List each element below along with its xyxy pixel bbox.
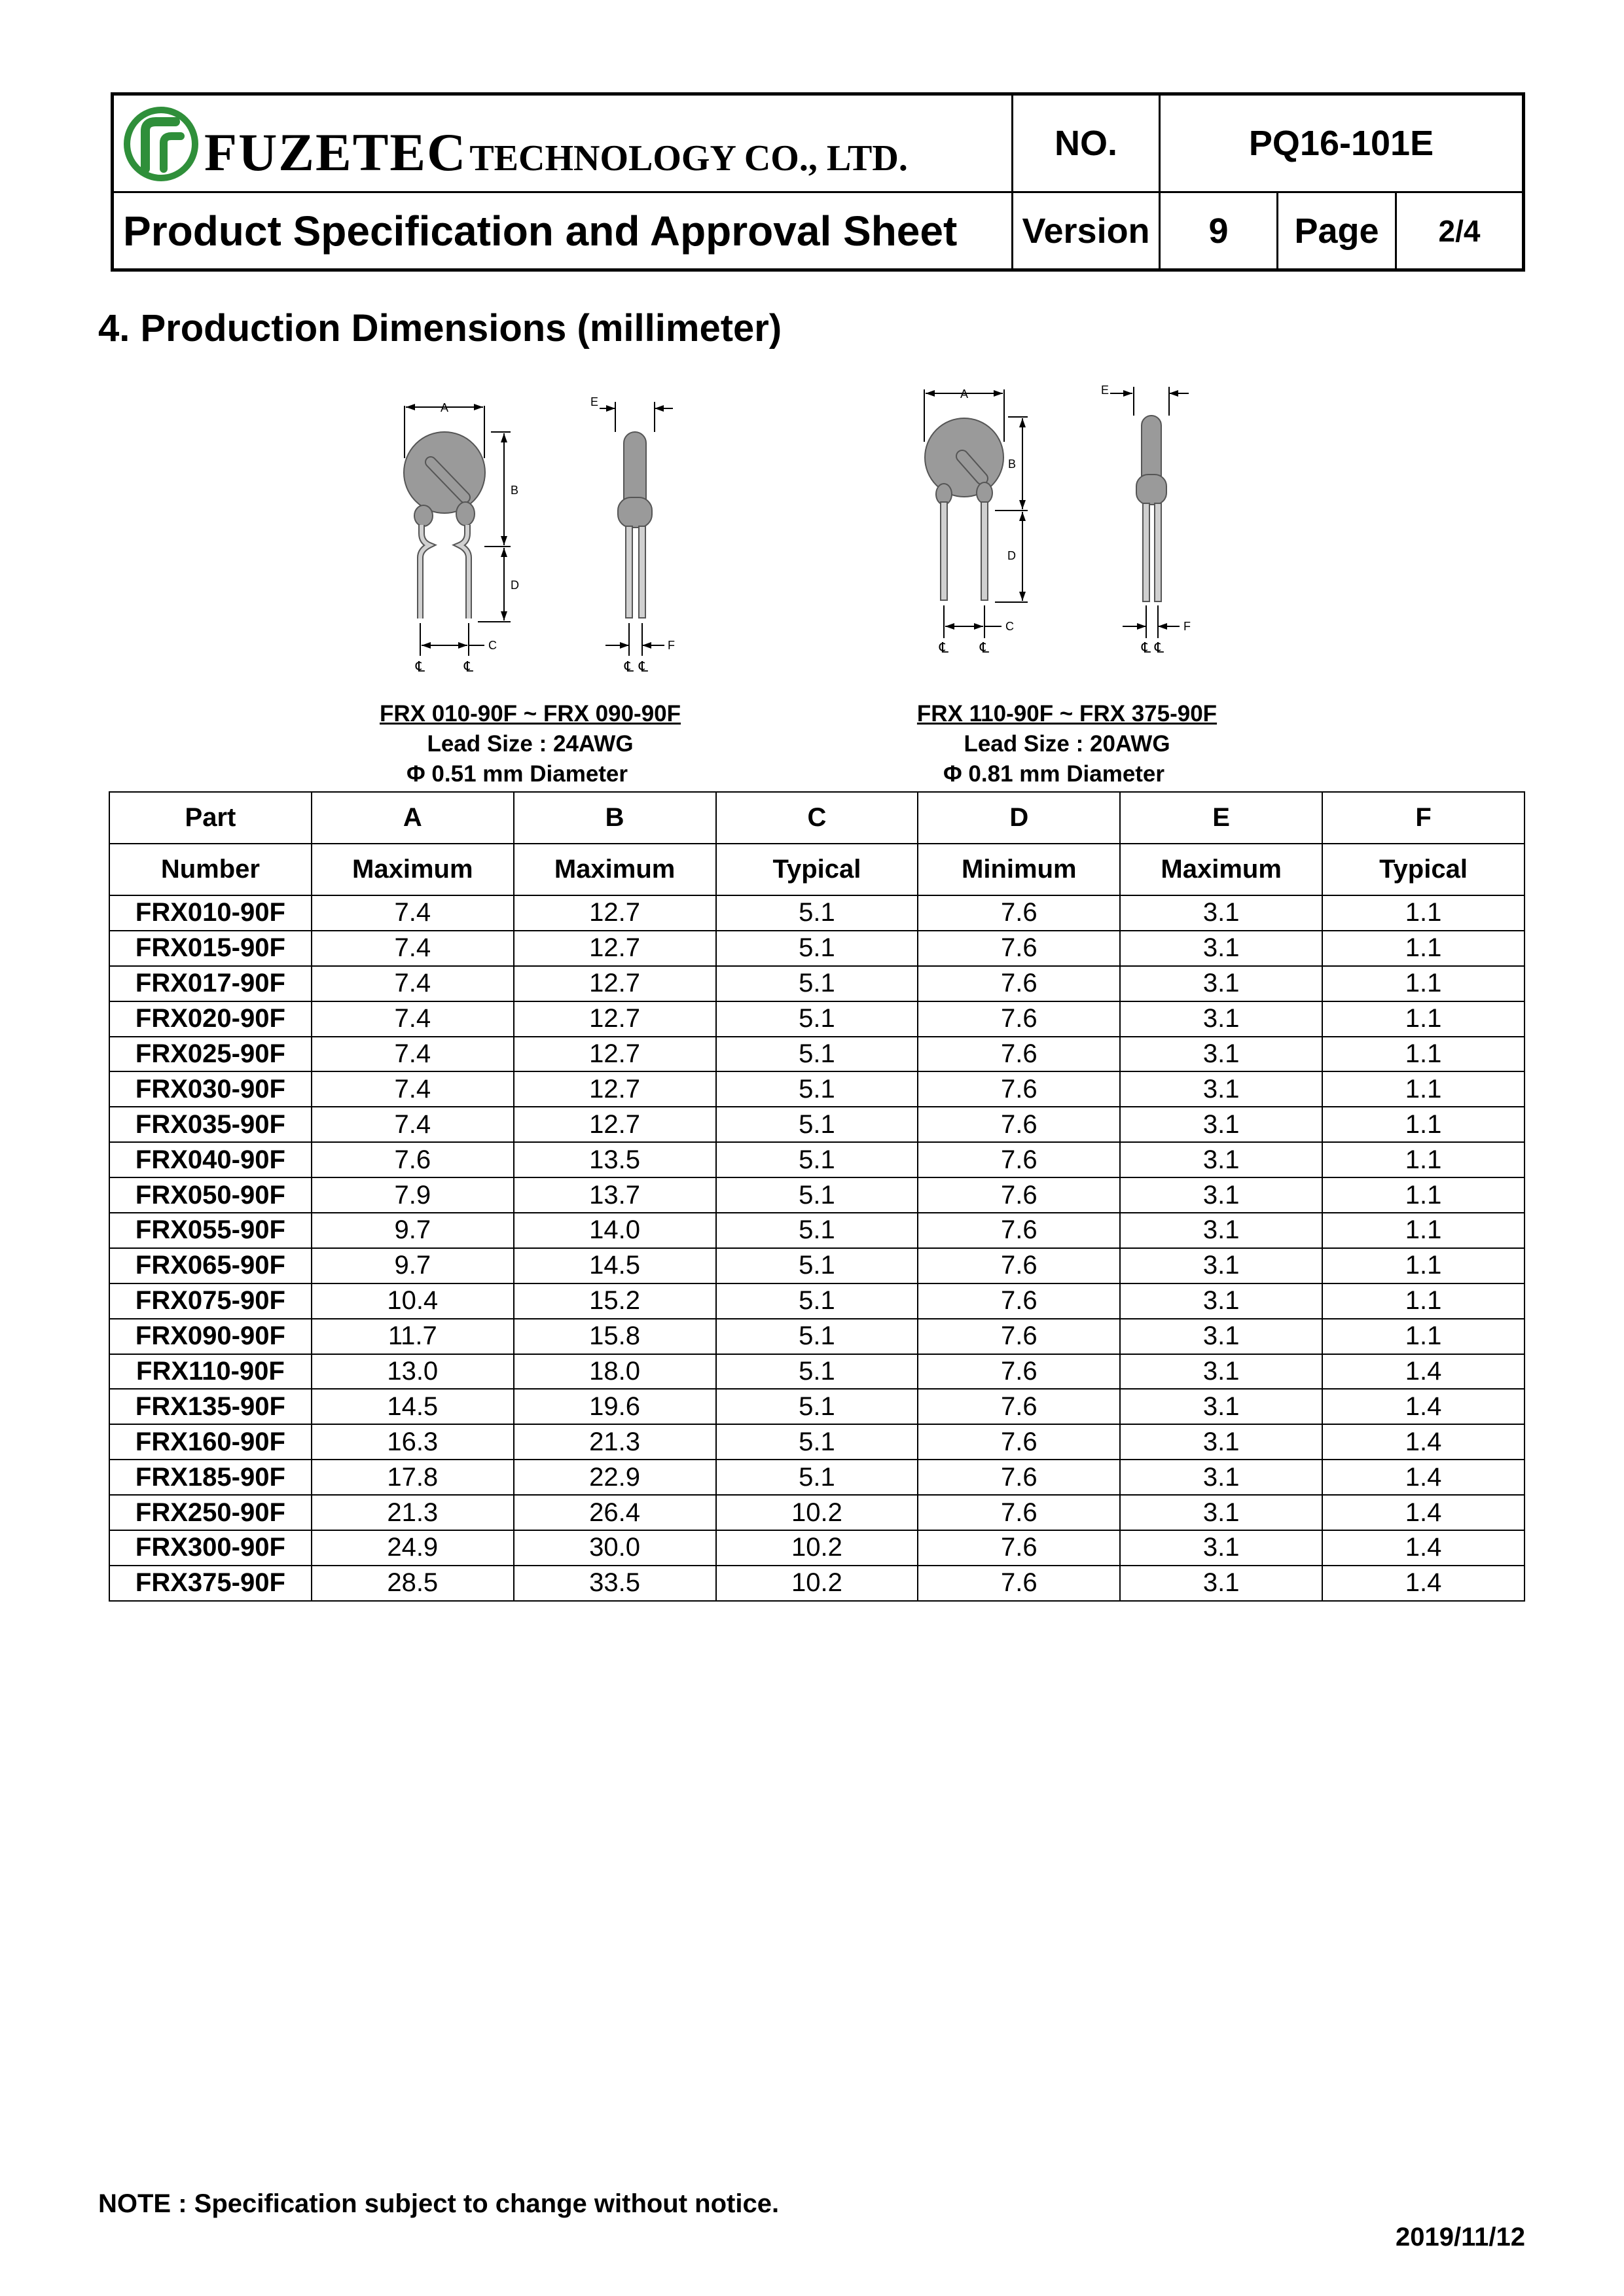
e-value-cell: 3.1: [1120, 1107, 1322, 1142]
e-value-cell: 3.1: [1120, 1424, 1322, 1460]
doc-number: PQ16-101E: [1248, 124, 1434, 163]
header-box: [111, 92, 1525, 272]
header-d: D: [918, 792, 1120, 844]
b-value-cell: 12.7: [514, 1071, 716, 1107]
label-d: D: [511, 579, 519, 592]
table-row: [109, 1495, 1525, 1530]
a-value-cell: 14.5: [312, 1389, 514, 1424]
table-row: [109, 1424, 1525, 1460]
company-logo-block: [120, 105, 908, 183]
c-value-cell: 10.2: [716, 1495, 918, 1530]
c-value-cell: 5.1: [716, 1037, 918, 1072]
doc-title: Product Specification and Approval Sheet: [123, 207, 958, 255]
table-row: [109, 1530, 1525, 1566]
part-number-cell: FRX135-90F: [109, 1389, 312, 1424]
series-range: FRX 110-90F ~ FRX 375-90F: [916, 701, 1218, 726]
lead-diameter: Φ 0.81 mm Diameter: [943, 761, 1165, 787]
e-value-cell: 3.1: [1120, 931, 1322, 966]
c-value-cell: 5.1: [716, 1319, 918, 1354]
f-value-cell: 1.1: [1322, 931, 1525, 966]
part-number-cell: FRX030-90F: [109, 1071, 312, 1107]
e-value-cell: 3.1: [1120, 1495, 1322, 1530]
part-number-cell: FRX075-90F: [109, 1283, 312, 1319]
f-value-cell: 1.1: [1322, 1177, 1525, 1213]
d-value-cell: 7.6: [918, 1107, 1120, 1142]
lead-diameter: Φ 0.51 mm Diameter: [406, 761, 628, 787]
footer-date: 2019/11/12: [1396, 2223, 1525, 2251]
b-value-cell: 26.4: [514, 1495, 716, 1530]
c-value-cell: 5.1: [716, 1389, 918, 1424]
footer-note: NOTE : Specification subject to change without notice.: [98, 2189, 780, 2218]
f-value-cell: 1.1: [1322, 1107, 1525, 1142]
e-value-cell: 3.1: [1120, 1566, 1322, 1601]
side-view-small: [590, 395, 675, 675]
a-value-cell: 9.7: [312, 1248, 514, 1283]
c-value-cell: 5.1: [716, 931, 918, 966]
b-value-cell: 12.7: [514, 931, 716, 966]
e-value-cell: 3.1: [1120, 1071, 1322, 1107]
c-value-cell: 5.1: [716, 1142, 918, 1177]
part-number-cell: FRX015-90F: [109, 931, 312, 966]
table-row: [109, 1389, 1525, 1424]
e-value-cell: 3.1: [1120, 895, 1322, 931]
e-value-cell: 3.1: [1120, 1037, 1322, 1072]
table-row: [109, 1566, 1525, 1601]
table-row: [109, 1283, 1525, 1319]
d-value-cell: 7.6: [918, 1354, 1120, 1390]
label-f: F: [668, 639, 675, 652]
front-view-small: [404, 401, 519, 675]
header-b-qualifier: Maximum: [514, 844, 716, 895]
dimensions-table: [109, 791, 1525, 1602]
d-value-cell: 7.6: [918, 1283, 1120, 1319]
section-title: 4. Production Dimensions (millimeter): [98, 307, 782, 350]
f-value-cell: 1.4: [1322, 1424, 1525, 1460]
d-value-cell: 7.6: [918, 931, 1120, 966]
e-value-cell: 3.1: [1120, 1177, 1322, 1213]
e-value-cell: 3.1: [1120, 1389, 1322, 1424]
f-value-cell: 1.1: [1322, 1037, 1525, 1072]
a-value-cell: 7.4: [312, 895, 514, 931]
a-value-cell: 7.4: [312, 1071, 514, 1107]
c-value-cell: 5.1: [716, 1177, 918, 1213]
header-b: B: [514, 792, 716, 844]
d-value-cell: 7.6: [918, 1530, 1120, 1566]
centerline-icon: ℄: [939, 639, 949, 656]
a-value-cell: 7.4: [312, 966, 514, 1001]
b-value-cell: 12.7: [514, 1037, 716, 1072]
a-value-cell: 16.3: [312, 1424, 514, 1460]
e-value-cell: 3.1: [1120, 1001, 1322, 1037]
c-value-cell: 10.2: [716, 1566, 918, 1601]
label-b: B: [511, 484, 519, 497]
centerline-icon: ℄: [463, 658, 474, 675]
f-value-cell: 1.1: [1322, 1248, 1525, 1283]
f-value-cell: 1.1: [1322, 1142, 1525, 1177]
f-value-cell: 1.4: [1322, 1495, 1525, 1530]
a-value-cell: 7.4: [312, 1037, 514, 1072]
part-number-cell: FRX050-90F: [109, 1177, 312, 1213]
a-value-cell: 10.4: [312, 1283, 514, 1319]
part-number-cell: FRX017-90F: [109, 966, 312, 1001]
a-value-cell: 7.4: [312, 1107, 514, 1142]
label-c: C: [488, 639, 497, 652]
f-value-cell: 1.4: [1322, 1354, 1525, 1390]
table-row: [109, 1319, 1525, 1354]
b-value-cell: 30.0: [514, 1530, 716, 1566]
d-value-cell: 7.6: [918, 1495, 1120, 1530]
b-value-cell: 12.7: [514, 966, 716, 1001]
f-value-cell: 1.1: [1322, 1283, 1525, 1319]
e-value-cell: 3.1: [1120, 1354, 1322, 1390]
version-label: Version: [1022, 211, 1150, 251]
header-row-top: [109, 792, 1525, 844]
table-row: [109, 966, 1525, 1001]
c-value-cell: 5.1: [716, 1354, 918, 1390]
d-value-cell: 7.6: [918, 1319, 1120, 1354]
header-a: A: [312, 792, 514, 844]
centerline-icon: ℄: [624, 658, 634, 675]
f-value-cell: 1.1: [1322, 1001, 1525, 1037]
b-value-cell: 12.7: [514, 895, 716, 931]
b-value-cell: 15.8: [514, 1319, 716, 1354]
table-row: [109, 1213, 1525, 1248]
e-value-cell: 3.1: [1120, 966, 1322, 1001]
table-row: [109, 1001, 1525, 1037]
part-number-cell: FRX300-90F: [109, 1530, 312, 1566]
side-view-large: [1101, 384, 1191, 656]
part-number-cell: FRX035-90F: [109, 1107, 312, 1142]
label-c: C: [1005, 620, 1014, 633]
part-number-cell: FRX160-90F: [109, 1424, 312, 1460]
d-value-cell: 7.6: [918, 1566, 1120, 1601]
b-value-cell: 13.5: [514, 1142, 716, 1177]
a-value-cell: 7.4: [312, 1001, 514, 1037]
d-value-cell: 7.6: [918, 1177, 1120, 1213]
header-c-qualifier: Typical: [716, 844, 918, 895]
f-value-cell: 1.1: [1322, 895, 1525, 931]
company-name-suffix: TECHNOLOGY CO., LTD.: [469, 138, 908, 179]
table-row: [109, 1248, 1525, 1283]
dimension-diagram-large: [910, 376, 1250, 664]
c-value-cell: 5.1: [716, 1283, 918, 1319]
header-d-qualifier: Minimum: [918, 844, 1120, 895]
header-part: Part: [109, 792, 312, 844]
dimension-diagram-small: [386, 386, 727, 681]
fuzetec-logo-icon: [120, 105, 212, 183]
b-value-cell: 18.0: [514, 1354, 716, 1390]
b-value-cell: 12.7: [514, 1107, 716, 1142]
b-value-cell: 19.6: [514, 1389, 716, 1424]
front-view-large: [924, 387, 1028, 656]
caption-large-series: [903, 699, 1231, 789]
part-number-cell: FRX055-90F: [109, 1213, 312, 1248]
table-body: [109, 895, 1525, 1601]
b-value-cell: 13.7: [514, 1177, 716, 1213]
e-value-cell: 3.1: [1120, 1248, 1322, 1283]
label-e: E: [590, 395, 599, 408]
header-a-qualifier: Maximum: [312, 844, 514, 895]
table-row: [109, 931, 1525, 966]
part-number-cell: FRX020-90F: [109, 1001, 312, 1037]
table-row: [109, 1107, 1525, 1142]
company-name: [204, 122, 908, 183]
version-value: 9: [1208, 211, 1229, 251]
a-value-cell: 28.5: [312, 1566, 514, 1601]
c-value-cell: 10.2: [716, 1530, 918, 1566]
label-a: A: [440, 401, 449, 414]
table-row: [109, 1177, 1525, 1213]
e-value-cell: 3.1: [1120, 1142, 1322, 1177]
a-value-cell: 7.9: [312, 1177, 514, 1213]
d-value-cell: 7.6: [918, 895, 1120, 931]
header-f-qualifier: Typical: [1322, 844, 1525, 895]
page-label: Page: [1294, 211, 1379, 251]
header-e: E: [1120, 792, 1322, 844]
d-value-cell: 7.6: [918, 1424, 1120, 1460]
f-value-cell: 1.4: [1322, 1530, 1525, 1566]
centerline-icon: ℄: [638, 658, 649, 675]
a-value-cell: 24.9: [312, 1530, 514, 1566]
a-value-cell: 7.6: [312, 1142, 514, 1177]
d-value-cell: 7.6: [918, 1248, 1120, 1283]
header-number: Number: [109, 844, 312, 895]
header-f: F: [1322, 792, 1525, 844]
b-value-cell: 14.0: [514, 1213, 716, 1248]
centerline-icon: ℄: [415, 658, 425, 675]
b-value-cell: 33.5: [514, 1566, 716, 1601]
no-label: NO.: [1054, 124, 1117, 163]
part-number-cell: FRX250-90F: [109, 1495, 312, 1530]
table-row: [109, 895, 1525, 931]
lead-size: Lead Size : 24AWG: [427, 731, 634, 757]
d-value-cell: 7.6: [918, 1071, 1120, 1107]
f-value-cell: 1.1: [1322, 1213, 1525, 1248]
part-number-cell: FRX065-90F: [109, 1248, 312, 1283]
b-value-cell: 21.3: [514, 1424, 716, 1460]
c-value-cell: 5.1: [716, 895, 918, 931]
table-row: [109, 1460, 1525, 1495]
series-range: FRX 010-90F ~ FRX 090-90F: [379, 701, 681, 726]
caption-small-series: [367, 699, 694, 789]
c-value-cell: 5.1: [716, 1001, 918, 1037]
header-row-bottom: [109, 844, 1525, 895]
part-number-cell: FRX010-90F: [109, 895, 312, 931]
table-row: [109, 1354, 1525, 1390]
table-row: [109, 1142, 1525, 1177]
c-value-cell: 5.1: [716, 1107, 918, 1142]
a-value-cell: 13.0: [312, 1354, 514, 1390]
company-name-main: FUZETEC: [204, 122, 467, 182]
e-value-cell: 3.1: [1120, 1460, 1322, 1495]
c-value-cell: 5.1: [716, 966, 918, 1001]
table-row: [109, 1037, 1525, 1072]
e-value-cell: 3.1: [1120, 1283, 1322, 1319]
part-number-cell: FRX375-90F: [109, 1566, 312, 1601]
header-c: C: [716, 792, 918, 844]
a-value-cell: 17.8: [312, 1460, 514, 1495]
b-value-cell: 14.5: [514, 1248, 716, 1283]
centerline-icon: ℄: [979, 639, 990, 656]
b-value-cell: 15.2: [514, 1283, 716, 1319]
f-value-cell: 1.1: [1322, 1319, 1525, 1354]
centerline-icon: ℄: [1154, 639, 1164, 656]
d-value-cell: 7.6: [918, 1037, 1120, 1072]
part-number-cell: FRX090-90F: [109, 1319, 312, 1354]
c-value-cell: 5.1: [716, 1424, 918, 1460]
f-value-cell: 1.4: [1322, 1460, 1525, 1495]
f-value-cell: 1.1: [1322, 966, 1525, 1001]
label-d: D: [1007, 549, 1016, 562]
b-value-cell: 12.7: [514, 1001, 716, 1037]
e-value-cell: 3.1: [1120, 1213, 1322, 1248]
part-number-cell: FRX185-90F: [109, 1460, 312, 1495]
d-value-cell: 7.6: [918, 1142, 1120, 1177]
e-value-cell: 3.1: [1120, 1319, 1322, 1354]
header-e-qualifier: Maximum: [1120, 844, 1322, 895]
table-row: [109, 1071, 1525, 1107]
c-value-cell: 5.1: [716, 1460, 918, 1495]
d-value-cell: 7.6: [918, 966, 1120, 1001]
b-value-cell: 22.9: [514, 1460, 716, 1495]
part-number-cell: FRX025-90F: [109, 1037, 312, 1072]
f-value-cell: 1.4: [1322, 1566, 1525, 1601]
centerline-icon: ℄: [1141, 639, 1151, 656]
e-value-cell: 3.1: [1120, 1530, 1322, 1566]
f-value-cell: 1.1: [1322, 1071, 1525, 1107]
d-value-cell: 7.6: [918, 1389, 1120, 1424]
f-value-cell: 1.4: [1322, 1389, 1525, 1424]
label-b: B: [1007, 457, 1016, 471]
c-value-cell: 5.1: [716, 1213, 918, 1248]
label-f: F: [1183, 620, 1191, 633]
part-number-cell: FRX040-90F: [109, 1142, 312, 1177]
a-value-cell: 21.3: [312, 1495, 514, 1530]
d-value-cell: 7.6: [918, 1001, 1120, 1037]
label-e: E: [1101, 384, 1110, 397]
lead-size: Lead Size : 20AWG: [964, 731, 1170, 757]
d-value-cell: 7.6: [918, 1213, 1120, 1248]
label-a: A: [960, 387, 969, 401]
a-value-cell: 11.7: [312, 1319, 514, 1354]
a-value-cell: 7.4: [312, 931, 514, 966]
d-value-cell: 7.6: [918, 1460, 1120, 1495]
c-value-cell: 5.1: [716, 1248, 918, 1283]
page-value: 2/4: [1438, 213, 1481, 248]
a-value-cell: 9.7: [312, 1213, 514, 1248]
c-value-cell: 5.1: [716, 1071, 918, 1107]
part-number-cell: FRX110-90F: [109, 1354, 312, 1390]
